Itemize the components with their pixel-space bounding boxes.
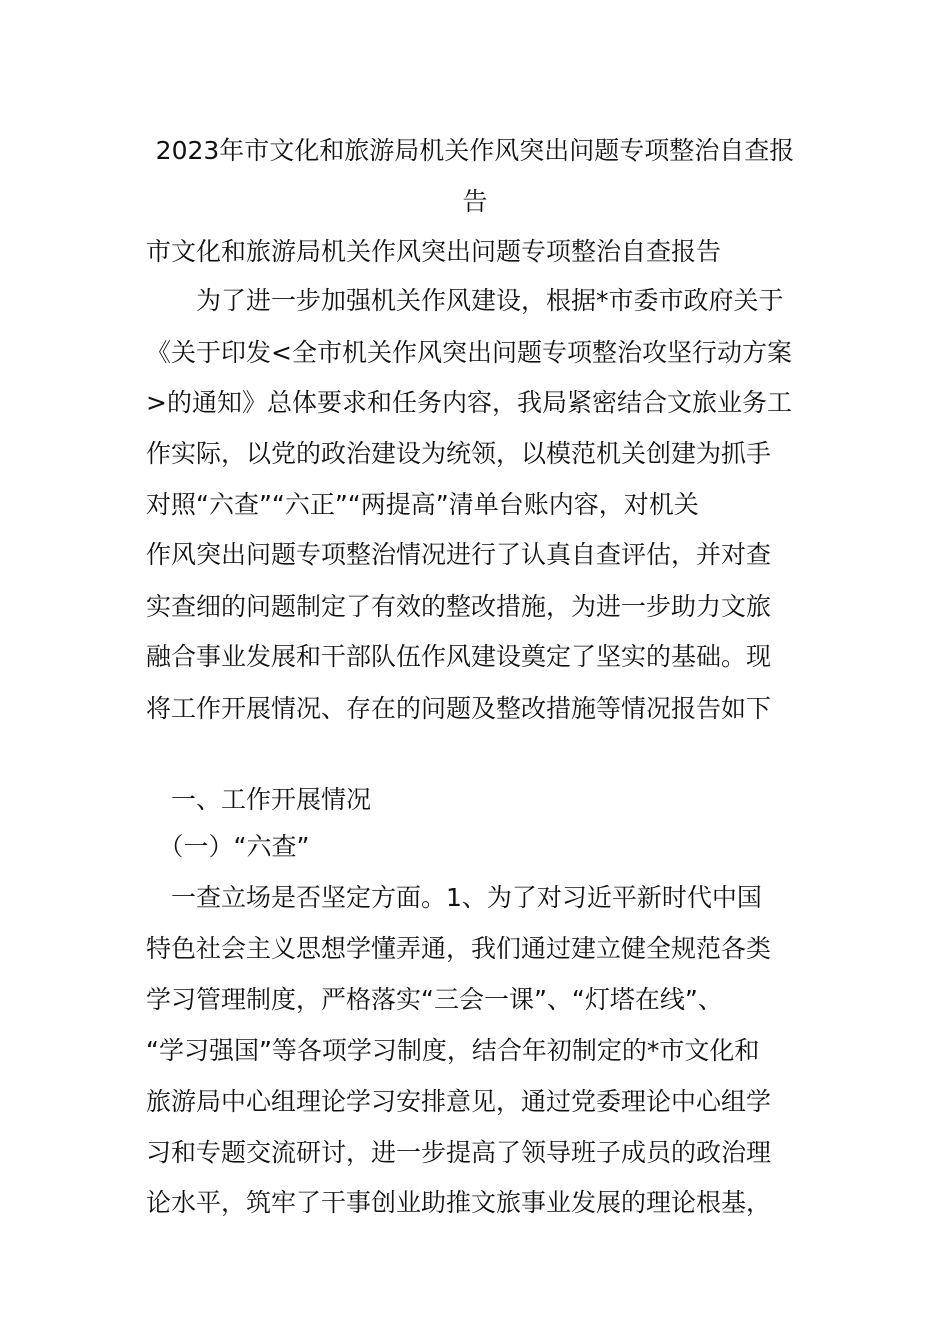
intro-line-9: 将工作开展情况、存在的问题及整改措施等情况报告如下 [146, 694, 772, 723]
document-title-line-2: 告 [462, 187, 488, 216]
section-heading: 一、工作开展情况 [146, 785, 372, 814]
body-line-1: 一查立场是否坚定方面。1、为了对习近平新时代中国 [146, 883, 762, 912]
document-subtitle: 市文化和旅游局机关作风突出问题专项整治自查报告 [146, 237, 722, 266]
intro-line-6: 作风突出问题专项整治情况进行了认真自查评估，并对查 [146, 540, 772, 569]
intro-line-4: 作实际，以党的政治建设为统领，以模范机关创建为抓手 [146, 439, 772, 468]
document-title-line-1: 2023年市文化和旅游局机关作风突出问题专项整治自查报 [155, 136, 795, 165]
intro-line-7: 实查细的问题制定了有效的整改措施，为进一步助力文旅 [146, 592, 772, 621]
body-line-7: 论水平，筑牢了干事创业助推文旅事业发展的理论根基， [146, 1188, 772, 1217]
intro-line-3: >的通知》总体要求和任务内容，我局紧密结合文旅业务工 [146, 388, 792, 417]
body-line-2: 特色社会主义思想学懂弄通，我们通过建立健全规范各类 [146, 934, 772, 963]
intro-line-1: 为了进一步加强机关作风建设，根据*市委市政府关于 [146, 286, 784, 315]
body-line-4: “学习强国”等各项学习制度，结合年初制定的*市文化和 [146, 1036, 760, 1065]
intro-line-2: 《关于印发<全市机关作风突出问题专项整治攻坚行动方案 [146, 338, 792, 367]
body-line-6: 习和专题交流研讨，进一步提高了领导班子成员的政治理 [146, 1138, 772, 1167]
subsection-heading: （一）“六查” [146, 832, 310, 861]
intro-line-8: 融合事业发展和干部队伍作风建设奠定了坚实的基础。现 [146, 642, 772, 671]
intro-line-5: 对照“六查”“六正”“两提高”清单台账内容，对机关 [146, 490, 699, 519]
body-line-3: 学习管理制度，严格落实“三会一课”、“灯塔在线”、 [146, 985, 723, 1014]
body-line-5: 旅游局中心组理论学习安排意见，通过党委理论中心组学 [146, 1087, 772, 1116]
